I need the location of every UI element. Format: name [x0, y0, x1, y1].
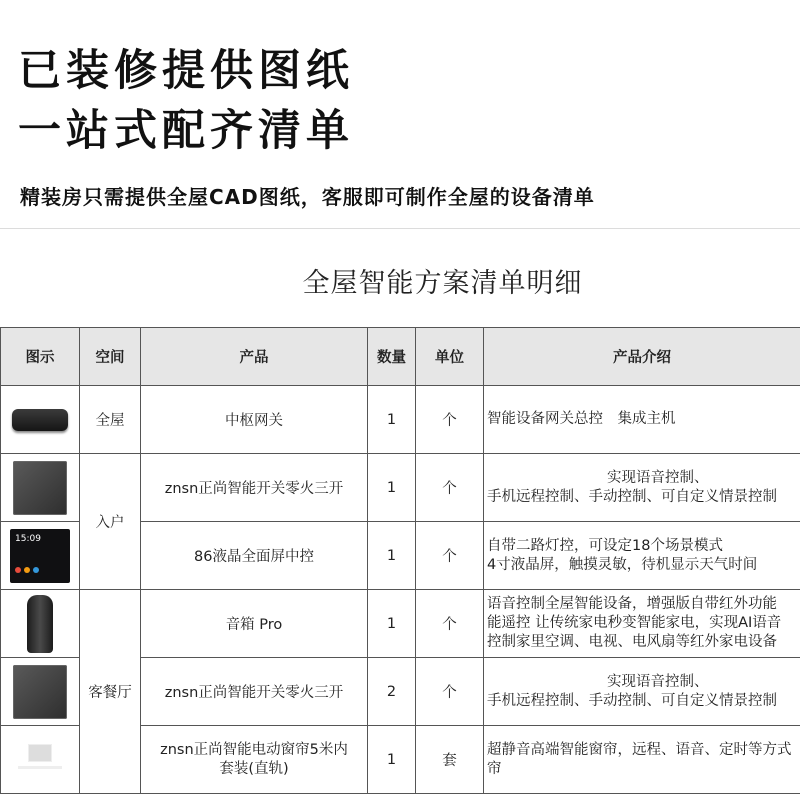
- product-cell: 中枢网关: [141, 386, 368, 454]
- lcd-panel-icon: [10, 529, 70, 583]
- row-image-cell: [1, 726, 80, 794]
- table-row: [1, 454, 800, 522]
- product-cell: znsn正尚智能开关零火三开: [141, 454, 368, 522]
- description-line: 自带二路灯控，可设定18个场景模式: [487, 537, 800, 556]
- row-image-cell: [1, 386, 80, 454]
- space-cell: 入户: [80, 454, 141, 590]
- equipment-list-sheet: [0, 228, 800, 801]
- product-cell: znsn正尚智能开关零火三开: [141, 658, 368, 726]
- wall-switch-icon: [13, 665, 67, 719]
- description-cell: [484, 726, 800, 794]
- quantity-cell: 1: [368, 590, 416, 658]
- description-line: 实现语音控制、: [487, 469, 800, 488]
- subheadline: 精装房只需提供全屋CAD图纸，客服即可制作全屋的设备清单: [20, 181, 595, 210]
- quantity-cell: 1: [368, 522, 416, 590]
- space-cell: 全屋: [80, 386, 141, 454]
- table-row: [1, 590, 800, 658]
- row-image-cell: [1, 454, 80, 522]
- headline-line-1: 已装修提供图纸: [18, 50, 354, 93]
- description-cell: [484, 590, 800, 658]
- description-cell: [484, 658, 800, 726]
- product-cell: 86液晶全面屏中控: [141, 522, 368, 590]
- description-line: 能遥控 让传统家电秒变智能家电，实现AI语音: [487, 614, 800, 633]
- product-line: 套装(直轨): [141, 760, 367, 779]
- smart-speaker-icon: [27, 595, 53, 653]
- unit-cell: 个: [416, 522, 484, 590]
- row-image-cell: [1, 522, 80, 590]
- column-header-image: 图示: [1, 328, 80, 386]
- description-line: 手机远程控制、手动控制、可自定义情景控制: [487, 488, 800, 507]
- unit-cell: 套: [416, 726, 484, 794]
- column-header-quantity: 数量: [368, 328, 416, 386]
- table-row: [1, 386, 800, 454]
- description-line: 智能设备网关总控 集成主机: [487, 410, 800, 429]
- unit-cell: 个: [416, 590, 484, 658]
- column-header-space: 空间: [80, 328, 141, 386]
- table-header-row: [1, 328, 800, 386]
- product-cell: [141, 726, 368, 794]
- row-image-cell: [1, 658, 80, 726]
- unit-cell: 个: [416, 658, 484, 726]
- space-cell: 客餐厅: [80, 590, 141, 794]
- gateway-device-icon: [12, 409, 68, 431]
- description-cell: [484, 386, 800, 454]
- description-line: 控制家里空调、电视、电风扇等红外家电设备: [487, 633, 800, 652]
- unit-cell: 个: [416, 454, 484, 522]
- quantity-cell: 2: [368, 658, 416, 726]
- description-line: 4寸液晶屏，触摸灵敏，待机显示天气时间: [487, 556, 800, 575]
- quantity-cell: 1: [368, 386, 416, 454]
- description-line: 实现语音控制、: [487, 673, 800, 692]
- quantity-cell: 1: [368, 454, 416, 522]
- description-cell: [484, 522, 800, 590]
- product-cell: 音箱 Pro: [141, 590, 368, 658]
- description-line: 超静音高端智能窗帘，远程、语音、定时等方式: [487, 741, 800, 760]
- column-header-description: 产品介绍: [484, 328, 800, 386]
- wall-switch-icon: [13, 461, 67, 515]
- column-header-product: 产品: [141, 328, 368, 386]
- description-line: 语音控制全屋智能设备，增强版自带红外功能: [487, 595, 800, 614]
- column-header-unit: 单位: [416, 328, 484, 386]
- headline-line-2: 一站式配齐清单: [18, 110, 354, 153]
- unit-cell: 个: [416, 386, 484, 454]
- product-line: znsn正尚智能电动窗帘5米内: [141, 741, 367, 760]
- description-line: 帘: [487, 760, 800, 779]
- curtain-motor-icon: [14, 740, 66, 780]
- description-line: 手机远程控制、手动控制、可自定义情景控制: [487, 692, 800, 711]
- row-image-cell: [1, 590, 80, 658]
- screen-time: 15:09: [15, 534, 41, 544]
- sheet-title: 全屋智能方案清单明细: [0, 261, 800, 300]
- quantity-cell: 1: [368, 726, 416, 794]
- equipment-table: [0, 327, 800, 794]
- description-cell: [484, 454, 800, 522]
